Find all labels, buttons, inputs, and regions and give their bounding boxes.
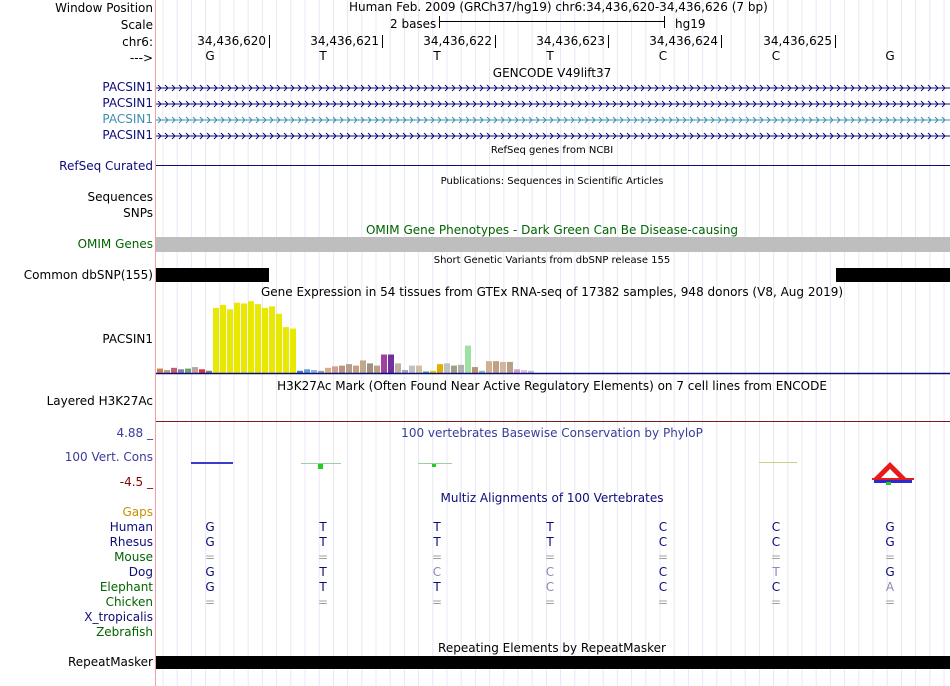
multiz-aligned-base: = (770, 595, 782, 609)
gtex-tissue-bar (395, 363, 401, 373)
scale-assembly: hg19 (675, 17, 706, 31)
gtex-tissue-bar (367, 363, 373, 373)
multiz-species-label[interactable]: Mouse (114, 550, 153, 564)
position-tick-label: 34,436,623 (536, 34, 605, 48)
multiz-aligned-base: C (658, 565, 668, 579)
multiz-aligned-base: = (204, 595, 216, 609)
gtex-tissue-bar (346, 364, 352, 373)
gencode-gene-label[interactable]: PACSIN1 (102, 96, 153, 110)
gtex-tissue-bar (479, 371, 485, 373)
multiz-aligned-base: C (771, 520, 781, 534)
multiz-aligned-base: = (544, 550, 556, 564)
gtex-tissue-bar (199, 369, 205, 373)
multiz-aligned-base: = (884, 595, 896, 609)
refseq-track-title: RefSeq genes from NCBI (490, 145, 614, 156)
gtex-tissue-bar (430, 371, 436, 373)
window-position-label: Window Position (55, 1, 153, 15)
gtex-tissue-bar (472, 367, 478, 373)
gencode-transcript-line (156, 85, 950, 91)
multiz-aligned-base: T (319, 520, 327, 534)
multiz-aligned-base: T (433, 580, 441, 594)
gencode-track-title: GENCODE V49lift37 (492, 66, 612, 80)
gtex-tissue-bar (178, 369, 184, 373)
omim-label[interactable]: OMIM Genes (77, 237, 153, 251)
gtex-tissue-bar (220, 305, 226, 373)
gtex-tissue-bar (514, 369, 520, 373)
chrom-label: chr6: (122, 35, 153, 49)
scale-label: Scale (120, 18, 153, 32)
reference-bases (0, 49, 950, 63)
multiz-aligned-base: G (205, 535, 215, 549)
multiz-aligned-base: = (317, 550, 329, 564)
multiz-aligned-base: C (432, 565, 442, 579)
gtex-tissue-bar (444, 363, 450, 373)
gtex-tissue-bar (234, 303, 240, 373)
multiz-aligned-base: T (319, 565, 327, 579)
gtex-tissue-bar (248, 301, 254, 373)
multiz-species-label[interactable]: Zebrafish (96, 625, 153, 639)
reference-base: T (546, 49, 554, 63)
h3k27ac-track-title: H3K27Ac Mark (Often Found Near Active Regulatory Elements) on 7 cell lines from ENCODE (277, 379, 827, 393)
multiz-aligned-base: T (433, 520, 441, 534)
multiz-aligned-base: C (545, 580, 555, 594)
window-position-value: Human Feb. 2009 (GRCh37/hg19) chr6:34,436,620-34,436,626 (7 bp) (349, 0, 768, 14)
multiz-aligned-base: = (657, 595, 669, 609)
multiz-aligned-base: = (204, 550, 216, 564)
gtex-tissue-bar (311, 370, 317, 373)
gencode-gene-label[interactable]: PACSIN1 (102, 80, 153, 94)
publications-track-title: Publications: Sequences in Scientific Articles (440, 176, 664, 187)
multiz-aligned-base: T (319, 535, 327, 549)
gencode-gene-label[interactable]: PACSIN1 (102, 112, 153, 126)
multiz-aligned-base: G (205, 580, 215, 594)
multiz-aligned-base: T (433, 535, 441, 549)
dbsnp-track-title: Short Genetic Variants from dbSNP release 155 (433, 255, 671, 266)
gtex-expression-chart[interactable] (156, 298, 950, 376)
multiz-aligned-base: G (885, 520, 895, 534)
multiz-aligned-base: C (658, 520, 668, 534)
multiz-species-label[interactable]: Elephant (99, 580, 153, 594)
multiz-aligned-base: G (205, 520, 215, 534)
multiz-aligned-base: G (885, 535, 895, 549)
reference-base: C (771, 49, 781, 63)
position-tick-label: 34,436,624 (649, 34, 718, 48)
multiz-species-label[interactable]: Rhesus (109, 535, 153, 549)
position-tick (269, 35, 270, 48)
multiz-aligned-base: C (658, 580, 668, 594)
multiz-aligned-base: = (431, 595, 443, 609)
phylop-min-label: -4.5 _ (119, 475, 153, 489)
gtex-tissue-bar (451, 366, 457, 373)
gtex-gene-label[interactable]: PACSIN1 (102, 332, 153, 346)
gtex-tissue-bar (262, 308, 268, 373)
phylop-track-title: 100 vertebrates Basewise Conservation by PhyloP (401, 426, 703, 440)
scale-value: 2 bases (390, 17, 437, 31)
multiz-aligned-base: = (657, 550, 669, 564)
gtex-tissue-bar (437, 364, 443, 373)
multiz-aligned-base: = (884, 550, 896, 564)
multiz-gaps-label[interactable]: Gaps (122, 505, 153, 519)
multiz-aligned-base: = (544, 595, 556, 609)
gencode-transcripts[interactable] (156, 80, 950, 144)
multiz-aligned-base: T (319, 580, 327, 594)
gencode-transcript-line (156, 133, 950, 139)
gtex-tissue-bar (157, 369, 163, 373)
reference-base: C (658, 49, 668, 63)
gtex-tissue-bar (521, 370, 527, 373)
gtex-tissue-bar (276, 314, 282, 373)
position-tick (721, 35, 722, 48)
gtex-tissue-bar (402, 370, 408, 373)
position-tick (382, 35, 383, 48)
repeatmasker-track-title: Repeating Elements by RepeatMasker (438, 641, 666, 655)
multiz-species-label[interactable]: X_tropicalis (84, 610, 153, 624)
gtex-tissue-bar (213, 308, 219, 373)
multiz-aligned-base: T (546, 535, 554, 549)
sequences-label[interactable]: Sequences (87, 190, 153, 204)
omim-track-title: OMIM Gene Phenotypes - Dark Green Can Be Disease-causing (365, 223, 739, 237)
position-ruler (0, 34, 950, 50)
gtex-tissue-bar (416, 366, 422, 373)
gtex-tissue-bar (465, 346, 471, 373)
multiz-aligned-base: G (885, 565, 895, 579)
multiz-aligned-base: = (431, 550, 443, 564)
gtex-tissue-bar (409, 366, 415, 373)
gtex-tissue-bar (318, 371, 324, 373)
omim-gene-bar[interactable] (156, 237, 950, 252)
gtex-tissue-bar (332, 366, 338, 373)
multiz-aligned-base: = (317, 595, 329, 609)
gtex-tissue-bar (255, 304, 261, 373)
gtex-tissue-bar (171, 368, 177, 373)
dbsnp-label[interactable]: Common dbSNP(155) (23, 268, 153, 282)
gtex-tissue-bar (192, 367, 198, 373)
dbsnp-variant-block[interactable] (156, 268, 269, 282)
position-tick-label: 34,436,625 (763, 34, 832, 48)
multiz-aligned-base: A (885, 580, 895, 594)
multiz-species-label[interactable]: Chicken (105, 595, 153, 609)
multiz-aligned-base: = (770, 550, 782, 564)
gencode-transcript-line (156, 117, 950, 123)
gtex-tissue-bar (283, 327, 289, 373)
position-tick (835, 35, 836, 48)
gtex-tissue-bar (374, 366, 380, 373)
multiz-aligned-base: C (771, 535, 781, 549)
gtex-tissue-bar (325, 368, 331, 373)
reference-base: G (205, 49, 215, 63)
multiz-aligned-base: C (658, 535, 668, 549)
gtex-tissue-bar (507, 362, 513, 373)
phylop-label[interactable]: 100 Vert. Cons (64, 450, 153, 464)
multiz-aligned-base: C (545, 565, 555, 579)
gtex-tissue-bar (185, 369, 191, 373)
gtex-tissue-bar (269, 306, 275, 373)
phylop-logo (872, 462, 914, 485)
gtex-tissue-bar (297, 371, 303, 373)
gtex-tissue-bar (290, 329, 296, 373)
gtex-tissue-bar (206, 371, 212, 373)
refseq-label[interactable]: RefSeq Curated (59, 159, 153, 173)
gtex-tissue-bar (339, 366, 345, 373)
multiz-aligned-base: C (771, 580, 781, 594)
multiz-species-label[interactable]: Human (109, 520, 153, 534)
multiz-track-title: Multiz Alignments of 100 Vertebrates (440, 491, 664, 505)
position-tick (495, 35, 496, 48)
dbsnp-variant-block[interactable] (836, 268, 950, 282)
position-tick (608, 35, 609, 48)
gencode-gene-label[interactable]: PACSIN1 (102, 128, 153, 142)
position-tick-label: 34,436,620 (197, 34, 266, 48)
h3k27ac-label[interactable]: Layered H3K27Ac (46, 394, 153, 408)
gtex-tissue-bar (493, 361, 499, 373)
gencode-transcript-line (156, 101, 950, 107)
multiz-aligned-base: G (205, 565, 215, 579)
gtex-tissue-bar (500, 362, 506, 373)
position-tick-label: 34,436,622 (423, 34, 492, 48)
gtex-tissue-bar (388, 355, 394, 374)
position-tick-label: 34,436,621 (310, 34, 379, 48)
reference-base: T (319, 49, 327, 63)
multiz-aligned-base: T (772, 565, 780, 579)
multiz-species-label[interactable]: Dog (128, 565, 153, 579)
reference-base: G (885, 49, 895, 63)
repeatmasker-label[interactable]: RepeatMasker (67, 655, 153, 669)
gtex-tissue-bar (381, 355, 387, 374)
gtex-tissue-bar (227, 309, 233, 373)
strand-label: ---> (129, 51, 153, 65)
gtex-tissue-bar (486, 361, 492, 373)
scale-bar (439, 16, 665, 28)
gtex-tissue-bar (241, 303, 247, 373)
snps-label[interactable]: SNPs (123, 206, 153, 220)
reference-base: T (433, 49, 441, 63)
repeatmasker-block[interactable] (156, 656, 950, 669)
gtex-tissue-bar (528, 371, 534, 373)
gtex-track-title: Gene Expression in 54 tissues from GTEx RNA-seq of 17382 samples, 948 donors (V8, Aug 2019) (260, 285, 844, 299)
h3k27ac-signal-line (156, 421, 950, 422)
gtex-tissue-bar (458, 365, 464, 373)
phylop-conservation-plot (156, 452, 950, 488)
phylop-max-label: 4.88 _ (116, 426, 153, 440)
gtex-tissue-bar (353, 366, 359, 373)
gtex-tissue-bar (164, 370, 170, 373)
gtex-tissue-bar (360, 360, 366, 373)
multiz-aligned-base: T (546, 520, 554, 534)
refseq-gene-line[interactable] (156, 165, 950, 166)
gtex-tissue-bar (304, 369, 310, 373)
